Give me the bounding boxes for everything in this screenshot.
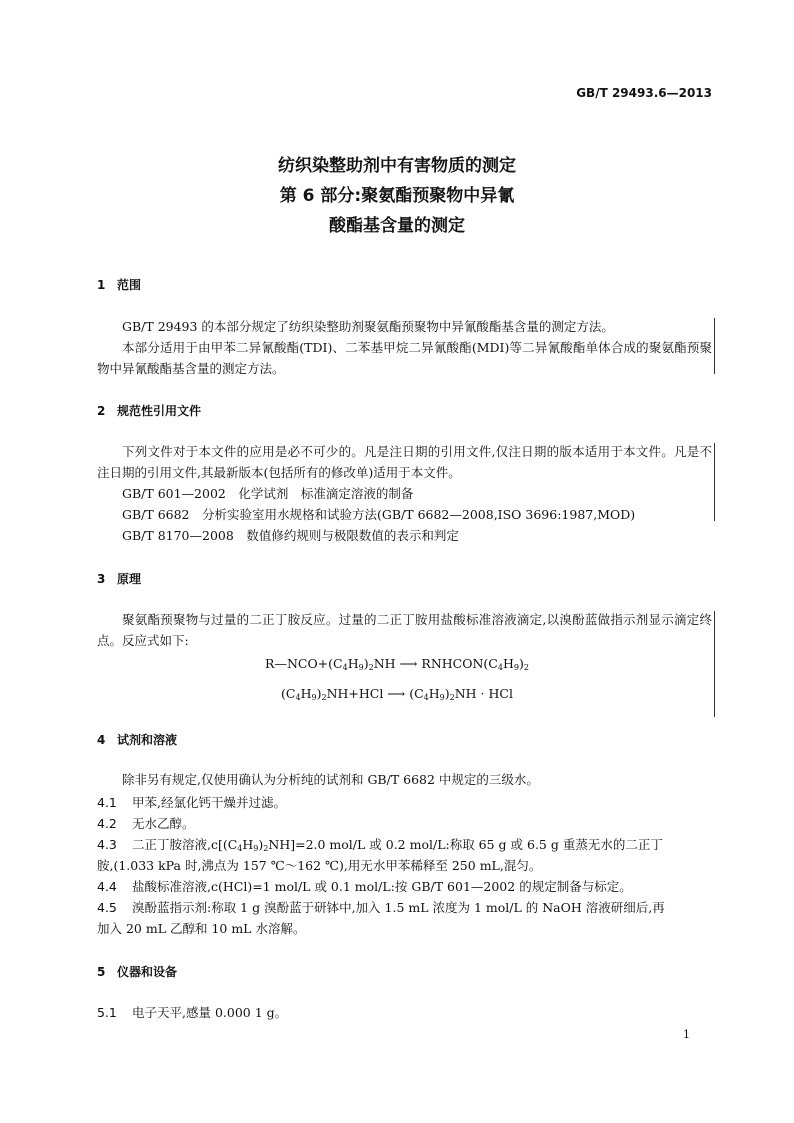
section-1-heading — [97, 276, 141, 293]
clause-4-2: 4.2 无水乙醇。 — [97, 816, 195, 831]
section-2-heading — [97, 402, 201, 419]
section-title: 试剂和溶液 — [117, 733, 178, 747]
section-number: 3 — [97, 572, 106, 586]
section-2-body — [97, 441, 712, 546]
clause-4-5: 4.5 溴酚蓝指示剂:称取 1 g 溴酚蓝于研钵中,加入 1.5 mL 浓度为 1 mol/L 的 NaOH 溶液研细后,再 — [97, 900, 665, 915]
clause-4-4: 4.4 盐酸标准溶液,c(HCl)=1 mol/L 或 0.1 mol/L:按 GB/T 601—2002 的规定制备与标定。 — [97, 879, 632, 894]
title-line-3: 酸酯基含量的测定 — [329, 216, 465, 236]
reference-item: GB/T 8170—2008 数值修约规则与极限数值的表示和判定 — [122, 528, 459, 543]
change-bar — [714, 318, 715, 374]
page-number: 1 — [683, 1028, 690, 1041]
reference-item: GB/T 601—2002 化学试剂 标准滴定溶液的制备 — [122, 486, 414, 501]
reference-item: GB/T 6682 分析实验室用水规格和试验方法(GB/T 6682—2008,ISO 3696:1987,MOD) — [122, 507, 636, 522]
section-number: 2 — [97, 404, 106, 418]
section-4-heading — [97, 731, 177, 748]
section-number: 4 — [97, 733, 106, 747]
paragraph: 聚氨酯预聚物与过量的二正丁胺反应。过量的二正丁胺用盐酸标准溶液滴定,以溴酚蓝做指示剂显示滴定终点。反应式如下: — [97, 612, 712, 648]
title-line-2: 第 6 部分:聚氨酯预聚物中异氰 — [279, 186, 515, 206]
standard-number: GB/T 29493.6—2013 — [576, 86, 712, 100]
change-bar — [714, 611, 715, 717]
section-title: 仪器和设备 — [117, 965, 178, 979]
paragraph: 下列文件对于本文件的应用是必不可少的。凡是注日期的引用文件,仅注日期的版本适用于本文件。凡是不注日期的引用文件,其最新版本(包括所有的修改单)适用于本文件。 — [97, 444, 712, 480]
section-3-body — [97, 609, 712, 651]
section-title: 规范性引用文件 — [117, 404, 202, 418]
section-1-body — [97, 316, 712, 379]
paragraph: GB/T 29493 的本部分规定了纺织染整助剂聚氨酯预聚物中异氰酸酯基含量的测定方法。 — [122, 319, 614, 334]
section-3-heading — [97, 570, 141, 587]
section-title: 范围 — [117, 278, 142, 292]
reaction-equation-1: $R—NCO+(C_4H_9)_2NH$ ⟶ $RNHCON(C_4H_9)_2$ — [265, 656, 529, 672]
reaction-equation-2: $(C_4H_9)_2NH+HCl$ ⟶ $(C_4H_9)_2NH$ · HCl — [281, 686, 513, 702]
section-number: 1 — [97, 278, 106, 292]
title-line-1: 纺织染整助剂中有害物质的测定 — [278, 156, 516, 176]
clause-4-1: 4.1 甲苯,经氯化钙干燥并过滤。 — [97, 795, 286, 810]
section-number: 5 — [97, 965, 106, 979]
clause-4-5-continued: 加入 20 mL 乙醇和 10 mL 水溶解。 — [97, 921, 306, 936]
clause-5-1: 5.1 电子天平,感量 0.000 1 g。 — [97, 1005, 288, 1020]
section-title: 原理 — [117, 572, 142, 586]
paragraph: 本部分适用于由甲苯二异氰酸酯(TDI)、二苯基甲烷二异氰酸酯(MDI)等二异氰酸酯单体合成的聚氨酯预聚物中异氰酸酯基含量的测定方法。 — [97, 340, 712, 376]
change-bar — [714, 443, 715, 521]
clause-4-3-continued: 胺,(1.033 kPa 时,沸点为 157 ℃～162 ℃),用无水甲苯稀释至 250 mL,混匀。 — [97, 858, 542, 873]
section-5-heading — [97, 963, 177, 980]
clause-4-3: 4.3 二正丁胺溶液$,c[(C_4H_9)_2NH]=2.0$ mol/L 或 0.2 mol/L:称取 65 g 或 6.5 g 重蒸无水的二正丁 — [97, 837, 663, 853]
paragraph: 除非另有规定,仅使用确认为分析纯的试剂和 GB/T 6682 中规定的三级水。 — [122, 772, 539, 787]
